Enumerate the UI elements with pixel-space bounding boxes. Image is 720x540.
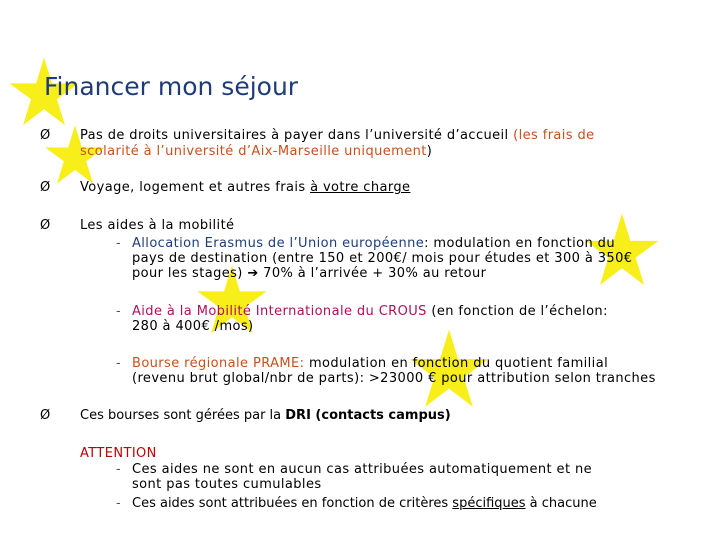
prame-label: Bourse régionale PRAME:	[132, 356, 305, 371]
prame-block	[132, 356, 692, 386]
prame-line2: (revenu brut global/nbr de parts): >23000 € pour attribution selon tranches	[132, 371, 656, 386]
aides-heading: Les aides à la mobilité	[80, 218, 235, 233]
dash-icon: -	[116, 356, 121, 371]
voyage-underlined: à votre charge	[310, 180, 411, 195]
erasmus-line3b: 70% à l’arrivée + 30% au retour	[258, 266, 487, 281]
crous-line2: 280 à 400€ /mos)	[132, 319, 254, 334]
attention-line2a: Ces aides sont attribuées en fonction de critères	[132, 496, 453, 511]
item-voyage	[80, 180, 680, 196]
erasmus-block	[132, 236, 692, 281]
bullet-icon: Ø	[40, 128, 51, 143]
droits-paren-close: )	[426, 144, 433, 159]
erasmus-line1: : modulation en fonction du	[424, 236, 615, 251]
droits-paren-line2: scolarité à l’université d’Aix-Marseille uniquement	[80, 144, 427, 159]
dri-text: Ces bourses sont gérées par la	[80, 408, 286, 423]
dash-icon: -	[116, 236, 121, 251]
dash-icon: -	[116, 304, 121, 319]
droits-main: Pas de droits universitaires à payer dans l’université d’accueil	[80, 128, 509, 143]
attention-line2	[132, 496, 692, 511]
arrow-icon: ➔	[247, 266, 259, 281]
voyage-text: Voyage, logement et autres frais	[80, 180, 311, 195]
attention-line2b: spécifiques	[452, 496, 526, 511]
attention-line1	[132, 462, 692, 492]
erasmus-label: Allocation Erasmus de l’Union européenne	[132, 236, 425, 251]
prame-line1: modulation en fonction du quotient familial	[304, 356, 609, 371]
dash-icon: -	[116, 462, 121, 477]
attention-line1b: sont pas toutes cumulables	[132, 477, 322, 492]
erasmus-line3a: pour les stages)	[132, 266, 248, 281]
attention-line1a: Ces aides ne sont en aucun cas attribuées automatiquement et ne	[132, 462, 593, 477]
dash-icon: -	[116, 496, 121, 511]
crous-line1: (en fonction de l’échelon:	[426, 304, 608, 319]
dri-bold: DRI (contacts campus)	[285, 408, 451, 423]
item-dri	[80, 408, 680, 424]
bullet-icon: Ø	[40, 180, 51, 195]
item-droits	[80, 128, 680, 160]
droits-paren-line1: (les frais de	[513, 128, 595, 143]
attention-line2c: à chacune	[525, 496, 597, 511]
bullet-icon: Ø	[40, 408, 51, 423]
crous-label: Aide à la Mobilité Internationale du CROUS	[132, 304, 427, 319]
bullet-icon: Ø	[40, 218, 51, 233]
crous-block	[132, 304, 692, 334]
attention-heading: ATTENTION	[80, 446, 157, 461]
page-title: Financer mon séjour	[44, 72, 299, 101]
erasmus-line2: pays de destination (entre 150 et 200€/ mois pour études et 300 à 350€	[132, 251, 633, 266]
